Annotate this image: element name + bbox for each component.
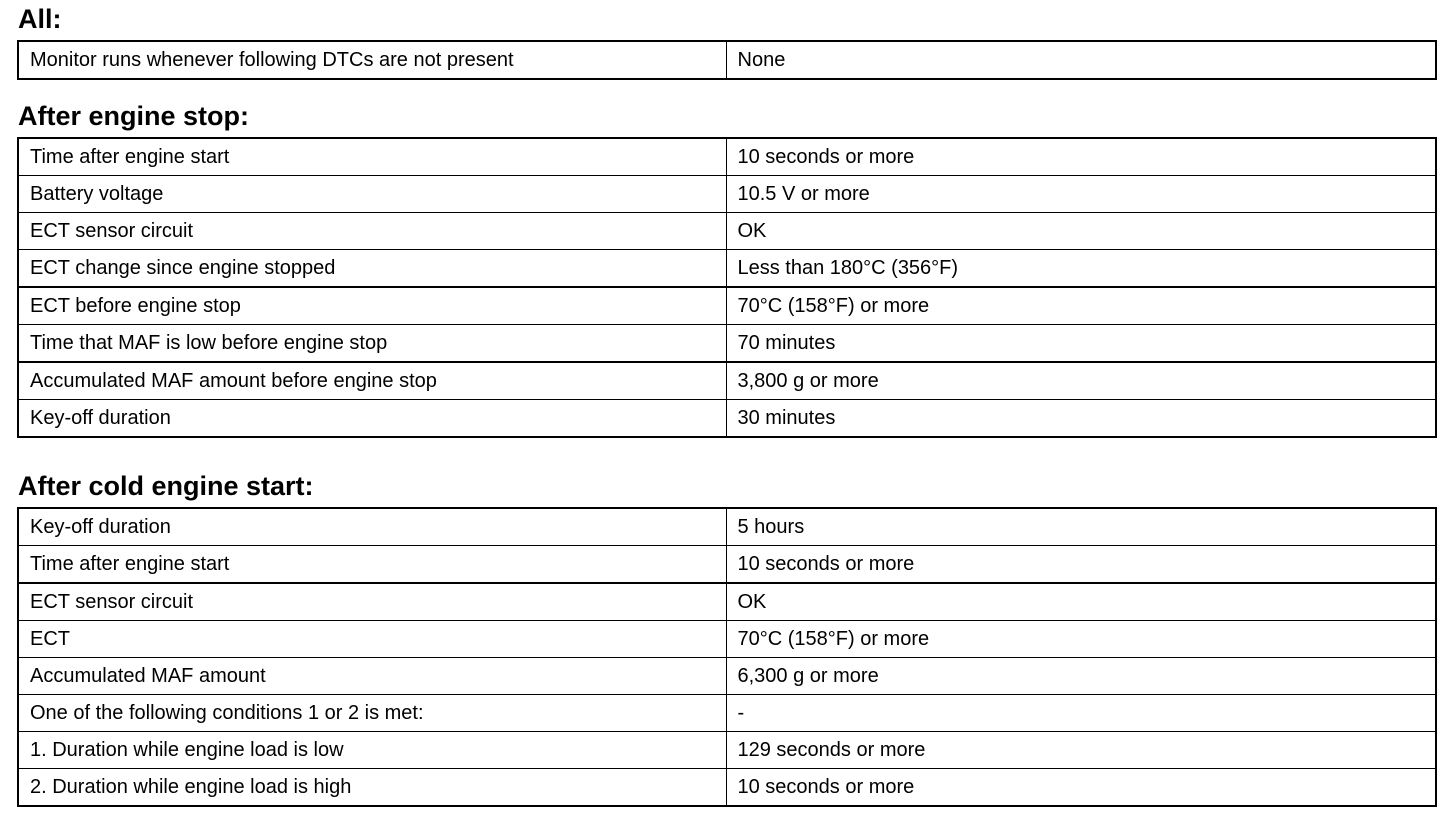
condition-spec: 10 seconds or more [726,546,1436,584]
conditions-table-all [17,40,1437,80]
condition-item: ECT sensor circuit [18,213,726,250]
table-row [18,176,1436,213]
table-row [18,695,1436,732]
section-heading-after-cold-engine-start: After cold engine start: [18,471,314,501]
condition-spec: Less than 180°C (356°F) [726,250,1436,288]
table-row [18,621,1436,658]
condition-spec: 10 seconds or more [726,138,1436,176]
table-row [18,41,1436,79]
condition-spec: 6,300 g or more [726,658,1436,695]
table-row [18,658,1436,695]
condition-item: 2. Duration while engine load is high [18,769,726,807]
condition-item: ECT before engine stop [18,287,726,325]
condition-spec: 5 hours [726,508,1436,546]
condition-spec: 70°C (158°F) or more [726,621,1436,658]
conditions-table-after-engine-stop [17,137,1437,438]
table-row [18,287,1436,325]
condition-spec: 10 seconds or more [726,769,1436,807]
condition-item: One of the following conditions 1 or 2 is met: [18,695,726,732]
condition-item: Time after engine start [18,546,726,584]
condition-item: ECT change since engine stopped [18,250,726,288]
condition-item: ECT [18,621,726,658]
table-row [18,250,1436,288]
condition-spec: 3,800 g or more [726,362,1436,400]
table-row [18,325,1436,363]
condition-spec: 70°C (158°F) or more [726,287,1436,325]
condition-spec: 30 minutes [726,400,1436,438]
condition-spec: OK [726,213,1436,250]
condition-spec: 70 minutes [726,325,1436,363]
conditions-table-after-cold-engine-start [17,507,1437,807]
condition-item: 1. Duration while engine load is low [18,732,726,769]
condition-item: Battery voltage [18,176,726,213]
condition-item: Accumulated MAF amount before engine stop [18,362,726,400]
table-row [18,769,1436,807]
table-row [18,508,1436,546]
table-row [18,362,1436,400]
condition-item: Accumulated MAF amount [18,658,726,695]
condition-spec: 10.5 V or more [726,176,1436,213]
condition-item: Key-off duration [18,508,726,546]
condition-spec: - [726,695,1436,732]
condition-spec: 129 seconds or more [726,732,1436,769]
condition-item: Monitor runs whenever following DTCs are not present [18,41,726,79]
table-row [18,546,1436,584]
condition-item: ECT sensor circuit [18,583,726,621]
table-row [18,138,1436,176]
section-heading-all: All: [18,4,62,34]
condition-item: Time that MAF is low before engine stop [18,325,726,363]
condition-item: Time after engine start [18,138,726,176]
table-row [18,732,1436,769]
table-row [18,583,1436,621]
table-row [18,213,1436,250]
condition-item: Key-off duration [18,400,726,438]
section-heading-after-engine-stop: After engine stop: [18,101,250,131]
table-row [18,400,1436,438]
condition-spec: None [726,41,1436,79]
condition-spec: OK [726,583,1436,621]
